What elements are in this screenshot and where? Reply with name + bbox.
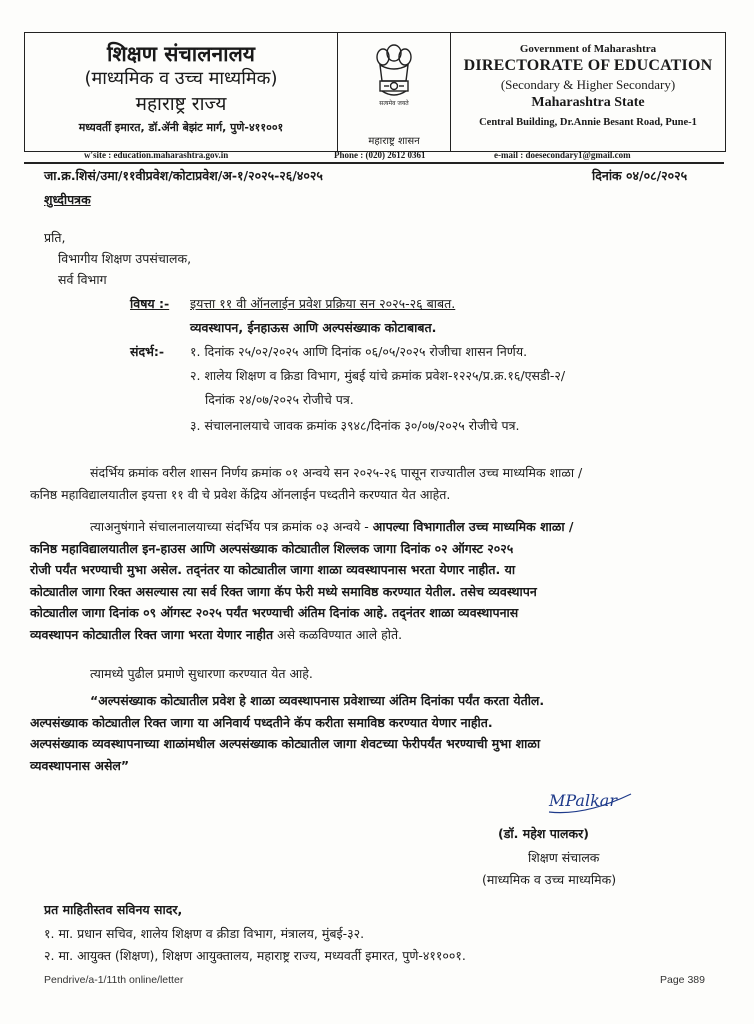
- paragraph-2-last-bold: व्यवस्थापन कोट्यातील रिक्त जागा भरता येणार नाहीत: [30, 626, 274, 642]
- reference-item: ३. संचालनालयाचे जावक क्रमांक ३९४८/दिनांक ३०/०७/२०२५ रोजीचे पत्र.: [190, 418, 520, 433]
- phone-number: Phone : (020) 2612 0361: [334, 150, 426, 160]
- en-address: Central Building, Dr.Annie Besant Road, Pune-1: [479, 117, 697, 128]
- en-directorate: DIRECTORATE OF EDUCATION: [463, 57, 713, 74]
- reference-item-continued: दिनांक २४/०७/२०२५ रोजीचे पत्र.: [205, 392, 354, 407]
- website-link[interactable]: w'site : education.maharashtra.gov.in: [84, 150, 229, 160]
- subject-line-2: व्यवस्थापन, ईनहाऊस आणि अल्पसंख्याक कोटाबाबत.: [190, 320, 437, 335]
- reference-date: दिनांक ०४/०८/२०२५: [592, 168, 688, 183]
- footer-path: Pendrive/a-1/11th online/letter: [44, 974, 184, 986]
- recipient-to: प्रति,: [44, 230, 66, 245]
- en-state: Maharashtra State: [531, 95, 645, 110]
- paragraph-line: संदर्भिय क्रमांक वरील शासन निर्णय क्रमांक ०१ अन्वये सन २०२५-२६ पासून राज्यातील उच्च माध्यमिक शाळा /: [90, 465, 583, 480]
- signature-image: [545, 786, 635, 820]
- paragraph-line: कनिष्ठ महाविद्यालयातील इयत्ता ११ वी चे प्रवेश केंद्रिय ऑनलाईन पध्दतीने करण्यात येत आहेत.: [30, 486, 451, 502]
- recipient-line-2: सर्व विभाग: [58, 272, 107, 287]
- letterhead: [24, 32, 726, 152]
- copy-item: १. मा. प्रधान सचिव, शालेय शिक्षण व क्रीडा विभाग, मंत्रालय, मुंबई-३२.: [44, 926, 365, 941]
- paragraph-line: कनिष्ठ महाविद्यालयातील इन-हाउस आणि अल्पसंख्याक कोट्यातील शिल्लक जागा दिनांक ०२ ऑगस्ट २०२५: [30, 540, 514, 556]
- paragraph-line: [30, 516, 710, 538]
- signatory-designation: शिक्षण संचालक: [528, 850, 600, 865]
- references-label: संदर्भ:-: [130, 344, 165, 359]
- paragraph-line: कोट्यातील जागा दिनांक ०९ ऑगस्ट २०२५ पर्यंत भरण्याची अंतिम दिनांक आहे. तद्नंतर शाळा व्यवस्थापनास: [30, 605, 519, 620]
- quote-line: अल्पसंख्याक व्यवस्थापनाच्या शाळांमधील अल्पसंख्याक कोट्यातील जागा शेवटच्या फेरीपर्यंत भरण्याची मुभा शाळा: [30, 736, 541, 751]
- quote-line: अल्पसंख्याक कोट्यातील रिक्त जागा या अनिवार्य पध्दतीने कॅप करीता समाविष्ठ करण्यात येणार नाहीत.: [30, 714, 493, 730]
- dev-subtitle: (माध्यमिक व उच्च माध्यमिक): [84, 68, 278, 89]
- paragraph-1: [30, 462, 710, 505]
- paragraph-2-bold-start: आपल्या विभागातील उच्च माध्यमिक शाळा /: [372, 519, 574, 534]
- quote-line: “अल्पसंख्याक कोट्यातील प्रवेश हे शाळा व्यवस्थापनास प्रवेशाच्या अंतिम दिनांका पर्यंत करता येतील.: [90, 693, 545, 708]
- en-government: Government of Maharashtra: [519, 43, 657, 55]
- subject-line-1: इयत्ता ११ वी ऑनलाईन प्रवेश प्रक्रिया सन २०२५-२६ बाबत.: [190, 296, 456, 311]
- reference-item: १. दिनांक २५/०२/२०२५ आणि दिनांक ०६/०५/२०२५ रोजीचा शासन निर्णय.: [190, 344, 528, 359]
- paragraph-line: कोट्यातील जागा रिक्त असल्यास त्या सर्व रिक्त जागा कॅप फेरी मध्ये समाविष्ठ करण्यात येतील. तसेच व्यवस्थापन: [30, 583, 537, 599]
- document-heading: शुध्दीपत्रक: [44, 192, 91, 207]
- signature-scribble: MPalkar: [549, 791, 617, 810]
- amendment-quote: [30, 690, 710, 776]
- ashoka-emblem-icon: [372, 39, 416, 113]
- signatory-department: (माध्यमिक व उच्च माध्यमिक): [482, 872, 617, 887]
- email-link[interactable]: e-mail : doesecondary1@gmail.com: [494, 150, 631, 160]
- letterhead-english: [451, 33, 725, 151]
- letterhead-emblem-box: [338, 33, 451, 151]
- dev-title: शिक्षण संचालनालय: [107, 42, 255, 66]
- copy-heading: प्रत माहितीस्तव सविनय सादर,: [44, 902, 183, 917]
- paragraph-3: त्यामध्ये पुढील प्रमाणे सुधारणा करण्यात येत आहे.: [90, 666, 313, 681]
- footer-page-number: Page 389: [660, 974, 705, 986]
- recipient-line-1: विभागीय शिक्षण उपसंचालक,: [58, 251, 192, 266]
- quote-line: व्यवस्थापनास असेल”: [30, 757, 130, 773]
- paragraph-2: [30, 516, 710, 645]
- paragraph-2-intro: त्याअनुषंगाने संचालनालयाच्या संदर्भिय पत्र क्रमांक ०३ अन्वये -: [90, 519, 369, 534]
- paragraph-line: रोजी पर्यंत भरण्याची मुभा असेल. तद्नंतर या कोट्यातील जागा शाळा व्यवस्थापनास भरता येणार नाहीत. या: [30, 562, 516, 577]
- paragraph-2-last-plain: असे कळविण्यात आले होते.: [277, 626, 403, 642]
- en-subtitle: (Secondary & Higher Secondary): [500, 77, 676, 92]
- signatory-name: (डॉ. महेश पालकर): [498, 826, 589, 841]
- contact-strip: [24, 150, 724, 164]
- dev-state: महाराष्ट्र राज्य: [135, 93, 227, 115]
- emblem-motto: सत्यमेव जयते: [379, 100, 409, 107]
- emblem-caption: महाराष्ट्र शासन: [368, 136, 420, 147]
- paragraph-line: [30, 624, 710, 646]
- reference-item: २. शालेय शिक्षण व क्रिडा विभाग, मुंबई यांचे क्रमांक प्रवेश-१२२५/प्र.क्र.१६/एसडी-२/: [190, 368, 566, 383]
- dev-address: मध्यवर्ती इमारत, डॉ.ॲनी बेझंट मार्ग, पुणे-४११००१: [78, 121, 284, 134]
- copy-item: २. मा. आयुक्त (शिक्षण), शिक्षण आयुक्तालय, महाराष्ट्र राज्य, मध्यवर्ती इमारत, पुणे-४११००१.: [44, 948, 466, 963]
- letterhead-marathi: [25, 33, 338, 151]
- reference-number: जा.क्र.शिसं/उमा/११वीप्रवेश/कोटाप्रवेश/अ-१/२०२५-२६/४०२५: [44, 168, 323, 183]
- subject-label: विषय :-: [130, 296, 170, 311]
